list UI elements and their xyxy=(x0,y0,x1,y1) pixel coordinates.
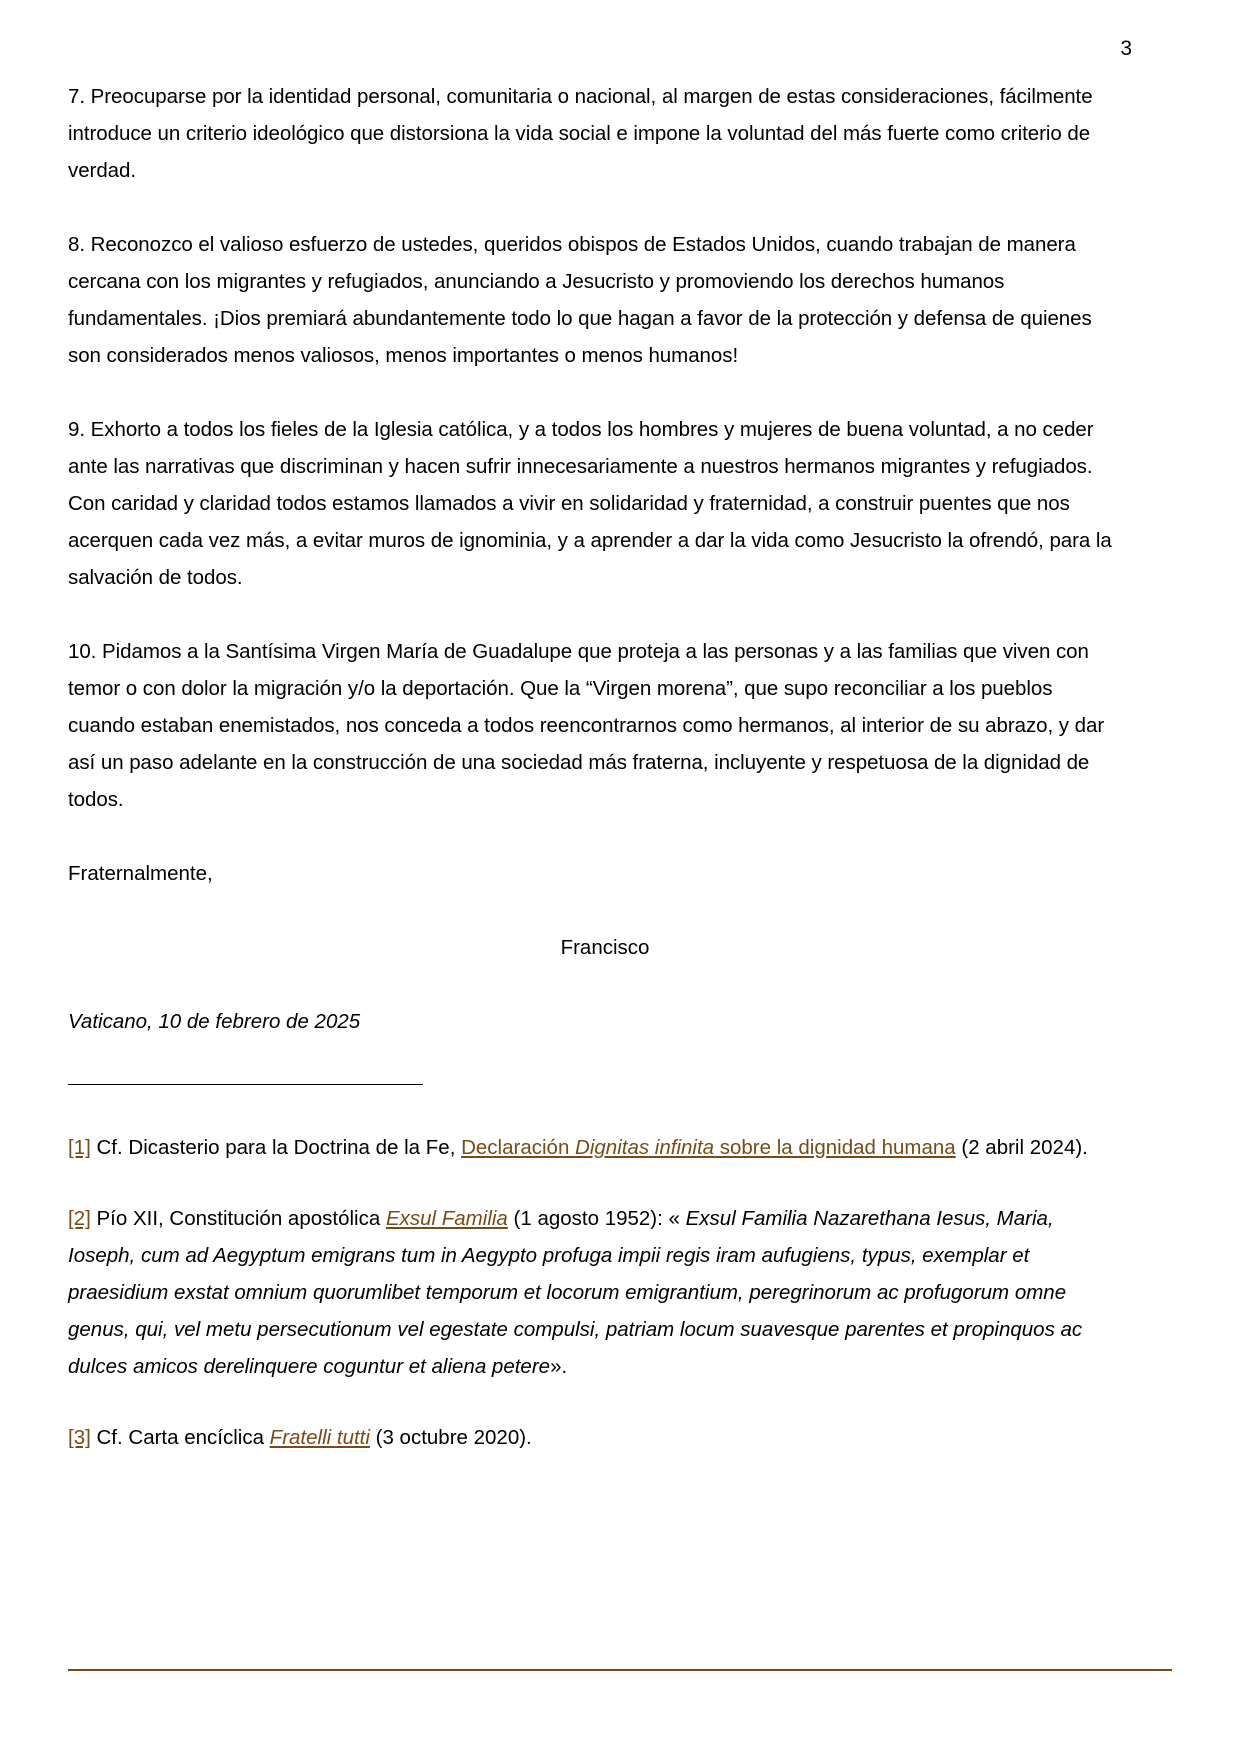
dateline: Vaticano, 10 de febrero de 2025 xyxy=(68,1010,361,1033)
paragraph-8: 8. Reconozco el valioso esfuerzo de ustedes, queridos obispos de Estados Unidos, cuando trabajan de manera cercana con los migrantes y refugiados, anunciando a Jesucristo y promoviendo los derechos humanos fundamentales. ¡Dios premiará abundantemente todo lo que hagan a favor de la protección y defensa de quienes son considerados menos valiosos, menos importantes o menos humanos! xyxy=(68,233,1092,367)
footnote-2-tail-text: ». xyxy=(550,1355,568,1378)
footnote-2 xyxy=(68,1200,1112,1385)
document-body xyxy=(68,78,1112,1490)
footnote-2-mid-text: (1 agosto 1952): « xyxy=(507,1207,686,1230)
closing-salutation: Fraternalmente, xyxy=(68,862,213,885)
paragraph-7: 7. Preocuparse por la identidad personal, comunitaria o nacional, al margen de estas consideraciones, fácilmente introduce un criterio ideológico que distorsiona la vida social e impone la voluntad del más fuerte como criterio de verdad. xyxy=(68,85,1093,182)
footnote-1-link-prefix: Declaración xyxy=(461,1136,576,1159)
footnote-2-reference-link[interactable]: Exsul Familia xyxy=(385,1207,508,1230)
footnote-1-link-suffix: sobre la dignidad humana xyxy=(714,1136,956,1159)
footnote-2-latin-quote: Exsul Familia Nazarethana Iesus, Maria, Ioseph, cum ad Aegyptum emigrans tum in Aegypto profuga impii regis iram aufugiens, typus, exemplar et praesidium exstat omnium quorumlibet temporum et locorum emigrantium, peregrinorum ac profugorum omne genus, qui, vel metu persecutionum vel egestate compulsi, patriam locum suavesque parentes et propinquos ac dulces amicos derelinquere coguntur et aliena petere xyxy=(68,1207,1083,1378)
paragraph-10: 10. Pidamos a la Santísima Virgen María de Guadalupe que proteja a las personas y a las familias que viven con temor o con dolor la migración y/o la deportación. Que la “Virgen morena”, que supo reconciliar a los pueblos cuando estaban enemistados, nos conceda a todos reencontrarnos como hermanos, al interior de su abrazo, y dar así un paso adelante en la construcción de una sociedad más fraterna, incluyente y respetuosa de la dignidad de todos. xyxy=(68,640,1105,811)
footnote-3-tail-text: (3 octubre 2020). xyxy=(369,1426,532,1449)
footnote-3-lead-text: Cf. Carta encíclica xyxy=(90,1426,270,1449)
footnote-1-lead-text: Cf. Dicasterio para la Doctrina de la Fe, xyxy=(90,1136,462,1159)
footnote-1-marker-link[interactable]: [1] xyxy=(68,1136,91,1159)
footnote-3-marker-link[interactable]: [3] xyxy=(68,1426,91,1449)
footnote-2-lead-text: Pío XII, Constitución apostólica xyxy=(90,1207,386,1230)
footnote-1-reference-link[interactable] xyxy=(461,1136,956,1159)
signature-name: Francisco xyxy=(560,936,650,959)
footnote-3 xyxy=(68,1419,1112,1456)
footnote-1-link-title: Dignitas infinita xyxy=(575,1136,715,1159)
page-number: 3 xyxy=(1120,37,1132,60)
footnote-2-marker-link[interactable]: [2] xyxy=(68,1207,91,1230)
footnote-separator-rule xyxy=(68,1084,423,1085)
footnote-1 xyxy=(68,1129,1112,1166)
footnote-1-tail-text: (2 abril 2024). xyxy=(955,1136,1088,1159)
page-bottom-rule xyxy=(68,1669,1172,1671)
paragraph-9: 9. Exhorto a todos los fieles de la Iglesia católica, y a todos los hombres y mujeres de buena voluntad, a no ceder ante las narrativas que discriminan y hacen sufrir innecesariamente a nuestros hermanos migrantes y refugiados. Con caridad y claridad todos estamos llamados a vivir en solidaridad y fraternidad, a construir puentes que nos acerquen cada vez más, a evitar muros de ignominia, y a aprender a dar la vida como Jesucristo la ofrendó, para la salvación de todos. xyxy=(68,418,1112,589)
footnote-3-reference-link[interactable]: Fratelli tutti xyxy=(269,1426,370,1449)
